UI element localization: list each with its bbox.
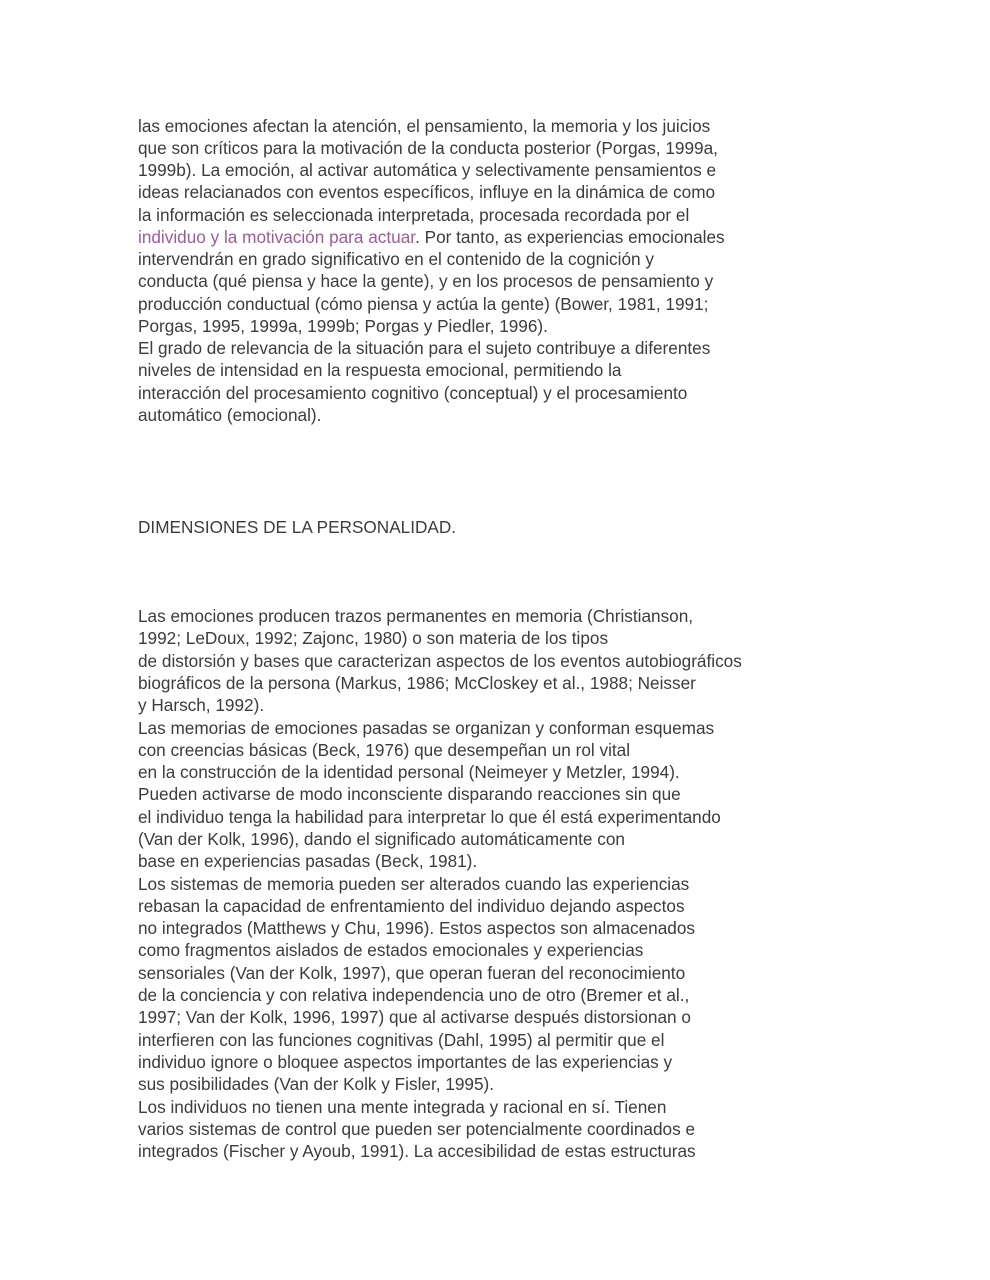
body-text-line: (Van der Kolk, 1996), dando el significado automáticamente con — [138, 829, 625, 849]
body-text-line: Los individuos no tienen una mente integrada y racional en sí. Tienen — [138, 1097, 667, 1117]
body-text-line: Las emociones producen trazos permanentes en memoria (Christianson, — [138, 606, 694, 626]
body-text-line: niveles de intensidad en la respuesta emocional, permitiendo la — [138, 360, 622, 380]
body-text-line: rebasan la capacidad de enfrentamiento del individuo dejando aspectos — [138, 896, 685, 916]
body-text-line: Pueden activarse de modo inconsciente disparando reacciones sin que — [138, 784, 681, 804]
body-text-line: interacción del procesamiento cognitivo (conceptual) y el procesamiento — [138, 383, 688, 403]
body-text-line: y Harsch, 1992). — [138, 695, 265, 715]
body-text-line: automático (emocional). — [138, 405, 322, 425]
body-text-line: con creencias básicas (Beck, 1976) que desempeñan un rol vital — [138, 740, 631, 760]
body-text-line: sensoriales (Van der Kolk, 1997), que operan fueran del reconocimiento — [138, 963, 686, 983]
body-text-line: biográficos de la persona (Markus, 1986; McCloskey et al., 1988; Neisser — [138, 673, 696, 693]
body-text-line: ideas relacianados con eventos específicos, influye en la dinámica de como — [138, 182, 716, 202]
body-text-line: individuo ignore o bloquee aspectos importantes de las experiencias y — [138, 1052, 673, 1072]
body-text-line: interfieren con las funciones cognitivas (Dahl, 1995) al permitir que el — [138, 1030, 665, 1050]
body-text-line: que son críticos para la motivación de la conducta posterior (Porgas, 1999a, — [138, 138, 718, 158]
body-text-line: de la conciencia y con relativa independencia uno de otro (Bremer et al., — [138, 985, 690, 1005]
body-text-line: El grado de relevancia de la situación para el sujeto contribuye a diferentes — [138, 338, 711, 358]
body-text-line: producción conductual (cómo piensa y actúa la gente) (Bower, 1981, 1991; — [138, 294, 709, 314]
body-text-fragment: . Por tanto, as experiencias emocionales — [415, 227, 725, 247]
body-text-line: varios sistemas de control que pueden ser potencialmente coordinados e — [138, 1119, 696, 1139]
body-text-line: de distorsión y bases que caracterizan aspectos de los eventos autobiográficos — [138, 651, 742, 671]
body-text-line: las emociones afectan la atención, el pensamiento, la memoria y los juicios — [138, 116, 711, 136]
body-text-line: en la construcción de la identidad personal (Neimeyer y Metzler, 1994). — [138, 762, 680, 782]
body-text-line: la información es seleccionada interpretada, procesada recordada por el — [138, 205, 690, 225]
body-text-line: Los sistemas de memoria pueden ser alterados cuando las experiencias — [138, 874, 690, 894]
body-text-line: 1999b). La emoción, al activar automática y selectivamente pensamientos e — [138, 160, 717, 180]
body-text-line: base en experiencias pasadas (Beck, 1981). — [138, 851, 478, 871]
body-text-line: conducta (qué piensa y hace la gente), y en los procesos de pensamiento y — [138, 271, 714, 291]
body-text-line: 1997; Van der Kolk, 1996, 1997) que al activarse después distorsionan o — [138, 1007, 691, 1027]
body-text-line: integrados (Fischer y Ayoub, 1991). La accesibilidad de estas estructuras — [138, 1141, 696, 1161]
section-heading: DIMENSIONES DE LA PERSONALIDAD. — [138, 517, 457, 537]
body-text-line: como fragmentos aislados de estados emocionales y experiencias — [138, 940, 644, 960]
inline-link[interactable]: individuo y la motivación para actuar — [138, 227, 416, 247]
body-text-line: intervendrán en grado significativo en el contenido de la cognición y — [138, 249, 654, 269]
body-text-line: no integrados (Matthews y Chu, 1996). Estos aspectos son almacenados — [138, 918, 695, 938]
body-text-line: sus posibilidades (Van der Kolk y Fisler, 1995). — [138, 1074, 495, 1094]
body-text-line: Porgas, 1995, 1999a, 1999b; Porgas y Piedler, 1996). — [138, 316, 548, 336]
body-text-line: Las memorias de emociones pasadas se organizan y conforman esquemas — [138, 718, 715, 738]
body-text-line: 1992; LeDoux, 1992; Zajonc, 1980) o son materia de los tipos — [138, 628, 609, 648]
body-text-line: el individuo tenga la habilidad para interpretar lo que él está experimentando — [138, 807, 721, 827]
body-text-line-with-link — [138, 226, 725, 248]
